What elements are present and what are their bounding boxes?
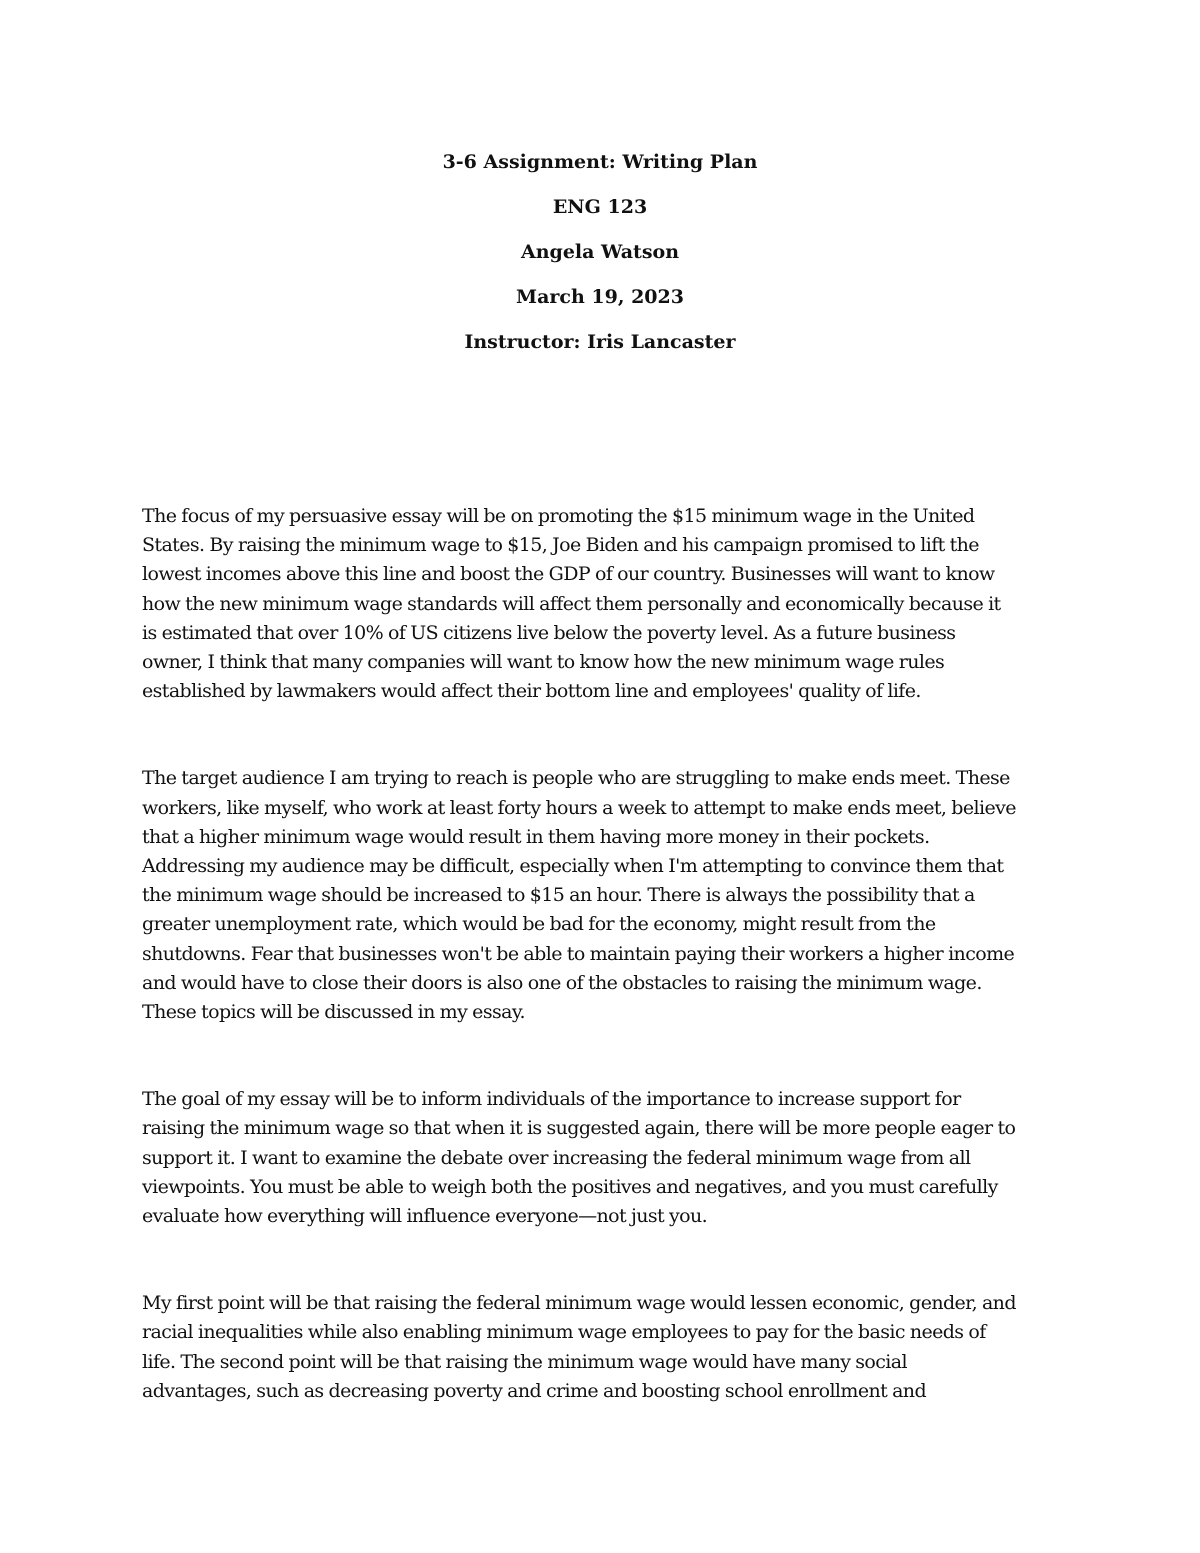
text-line: greater unemployment rate, which would be bad for the economy, might result from the xyxy=(142,913,936,936)
essay-body xyxy=(142,502,1072,1406)
submission-date: March 19, 2023 xyxy=(516,286,684,308)
text-line: life. The second point will be that raising the minimum wage would have many social xyxy=(142,1350,907,1373)
assignment-title: 3-6 Assignment: Writing Plan xyxy=(442,151,758,173)
text-line: support it. I want to examine the debate over increasing the federal minimum wage from all xyxy=(142,1146,971,1169)
text-line: is estimated that over 10% of US citizens live below the poverty level. As a future business xyxy=(142,621,956,644)
text-line: workers, like myself, who work at least forty hours a week to attempt to make ends meet, believe xyxy=(142,796,1016,819)
text-line: The target audience I am trying to reach is people who are struggling to make ends meet. These xyxy=(142,767,1010,790)
paragraph-spacer xyxy=(142,706,1072,764)
text-line: shutdowns. Fear that businesses won't be able to maintain paying their workers a higher income xyxy=(142,942,1015,965)
paragraph-3 xyxy=(142,1085,1072,1231)
text-line: Addressing my audience may be difficult, especially when I'm attempting to convince them that xyxy=(142,855,1004,878)
text-line: that a higher minimum wage would result in them having more money in their pockets. xyxy=(142,825,930,848)
paragraph-spacer xyxy=(142,1027,1072,1085)
paragraph-4 xyxy=(142,1289,1072,1406)
text-line: established by lawmakers would affect their bottom line and employees' quality of life. xyxy=(142,680,921,703)
course-code: ENG 123 xyxy=(552,196,648,218)
paragraph-1 xyxy=(142,502,1072,706)
text-line: raising the minimum wage so that when it is suggested again, there will be more people eager to xyxy=(142,1117,1016,1140)
text-line: evaluate how everything will influence everyone—not just you. xyxy=(142,1205,708,1228)
title-block xyxy=(0,140,1200,365)
text-line: owner, I think that many companies will want to know how the new minimum wage rules xyxy=(142,651,945,674)
text-line: lowest incomes above this line and boost the GDP of our country. Businesses will want to know xyxy=(142,563,995,586)
paragraph-2 xyxy=(142,764,1072,1027)
text-line: The goal of my essay will be to inform individuals of the importance to increase support for xyxy=(142,1088,961,1111)
instructor-name: Instructor: Iris Lancaster xyxy=(464,331,736,353)
text-line: and would have to close their doors is also one of the obstacles to raising the minimum wage. xyxy=(142,971,982,994)
text-line: how the new minimum wage standards will affect them personally and economically because it xyxy=(142,592,1001,615)
text-line: viewpoints. You must be able to weigh both the positives and negatives, and you must carefully xyxy=(142,1175,998,1198)
text-line: The focus of my persuasive essay will be on promoting the $15 minimum wage in the United xyxy=(142,505,975,527)
text-line: My first point will be that raising the federal minimum wage would lessen economic, gender, and xyxy=(142,1292,1016,1315)
text-line: These topics will be discussed in my essay. xyxy=(142,1001,525,1024)
text-line: advantages, such as decreasing poverty and crime and boosting school enrollment and xyxy=(142,1379,927,1402)
text-line: racial inequalities while also enabling minimum wage employees to pay for the basic needs of xyxy=(142,1321,986,1344)
text-line: States. By raising the minimum wage to $15, Joe Biden and his campaign promised to lift the xyxy=(142,534,979,557)
author-name: Angela Watson xyxy=(520,241,680,263)
text-line: the minimum wage should be increased to $15 an hour. There is always the possibility that a xyxy=(142,884,975,907)
paragraph-spacer xyxy=(142,1231,1072,1289)
